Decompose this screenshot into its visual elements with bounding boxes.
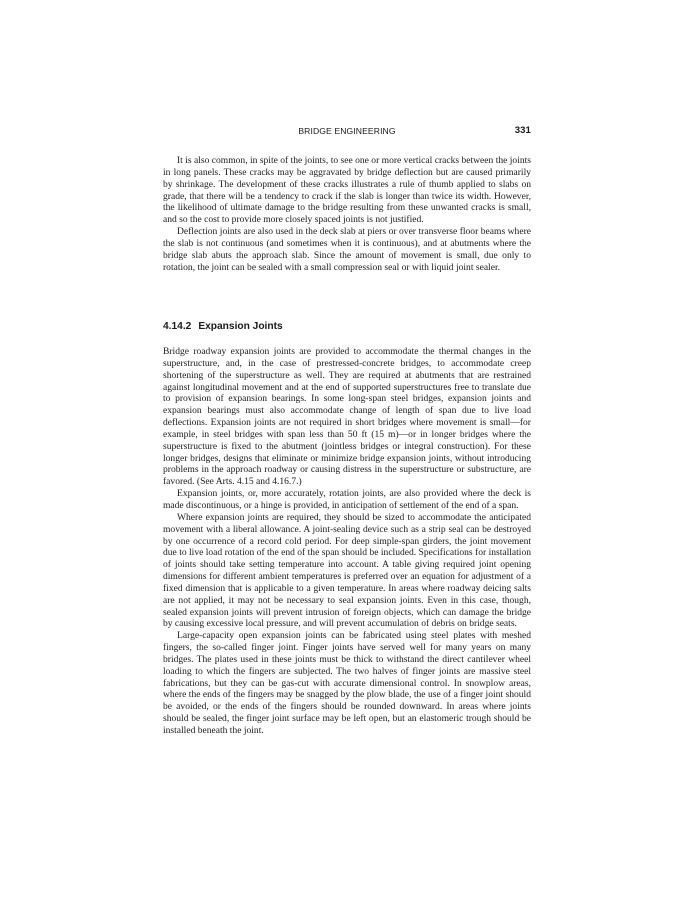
running-header-title: BRIDGE ENGINEERING [298,126,396,136]
paragraph: Expansion joints, or, more accurately, rotation joints, are also provided where the deck is made discontinuous, or a hinge is provided, in anticipation of settlement of the end of a span. [163,488,531,511]
paragraph: Deflection joints are also used in the deck slab at piers or over transverse floor beams where the slab is not continuous (and sometimes when it is continuous), and at abutments where the bridge slab abuts the approach slab. Since the amount of movement is small, due only to rotation, the joint can be sealed with a small compression seal or with liquid joint sealer. [163,226,531,273]
paragraph: Bridge roadway expansion joints are provided to accommodate the thermal changes in the superstructure, and, in the case of prestressed-concrete bridges, to accommodate creep shortening of the superstructure as well. They are required at abutments that are restrained against longitudinal movement and at the end of supported superstructures free to translate due to provision of expansion bearings. In some long-span steel bridges, expansion joints and expansion bearings must also accommodate change of length of span due to live load deflections. Expansion joints are not required in short bridges where movement is small—for example, in steel bridges with span less than 50 ft (15 m)—or in longer bridges where the superstructure is fixed to the abutment (jointless bridges or integral construction). For these longer bridges, designs that eliminate or minimize bridge expansion joints, without introducing problems in the approach roadway or causing distress in the superstructure or substructure, are favored. (See Arts. 4.15 and 4.16.7.) [163,346,531,488]
paragraph: Where expansion joints are required, they should be sized to accommodate the anticipated movement with a liberal allowance. A joint-sealing device such as a strip seal can be destroyed by one occurrence of a record cold period. For deep simple-span girders, the joint movement due to live load rotation of the end of the span should be included. Specifications for installation of joints should take setting temperature into account. A table giving required joint opening dimensions for different ambient temperatures is preferred over an equation for adjustment of a fixed dimension that is applicable to a given temperature. In areas where roadway deicing salts are not applied, it may not be necessary to seal expansion joints. Even in this case, though, sealed expansion joints will prevent intrusion of foreign objects, which can damage the bridge by causing excessive local pressure, and will prevent accumulation of debris on bridge seats. [163,511,531,630]
page-number: 331 [514,125,531,136]
intro-text-block [163,155,531,273]
section-title: Expansion Joints [198,321,283,332]
running-header [163,126,531,140]
section-number: 4.14.2 [163,321,192,332]
section-text-block [163,346,531,737]
section-heading [163,321,531,332]
paragraph: Large-capacity open expansion joints can be fabricated using steel plates with meshed fingers, the so-called finger joint. Finger joints have served well for many years on many bridges. The plates used in these joints must be thick to withstand the direct cantilever wheel loading to which the fingers are subjected. The two halves of finger joints are massive steel fabrications, but they can be gas-cut with accurate dimensional control. In snowplow areas, where the ends of the fingers may be snagged by the plow blade, the use of a finger joint should be avoided, or the ends of the fingers should be rounded downward. In areas where joints should be sealed, the finger joint surface may be left open, but an elastomeric trough should be installed beneath the joint. [163,630,531,736]
paragraph: It is also common, in spite of the joints, to see one or more vertical cracks between the joints in long panels. These cracks may be aggravated by bridge deflection but are caused primarily by shrinkage. The development of these cracks illustrates a rule of thumb applied to slabs on grade, that there will be a tendency to crack if the slab is longer than twice its width. However, the likelihood of ultimate damage to the bridge resulting from these unwanted cracks is small, and so the cost to provide more closely spaced joints is not justified. [163,155,531,226]
